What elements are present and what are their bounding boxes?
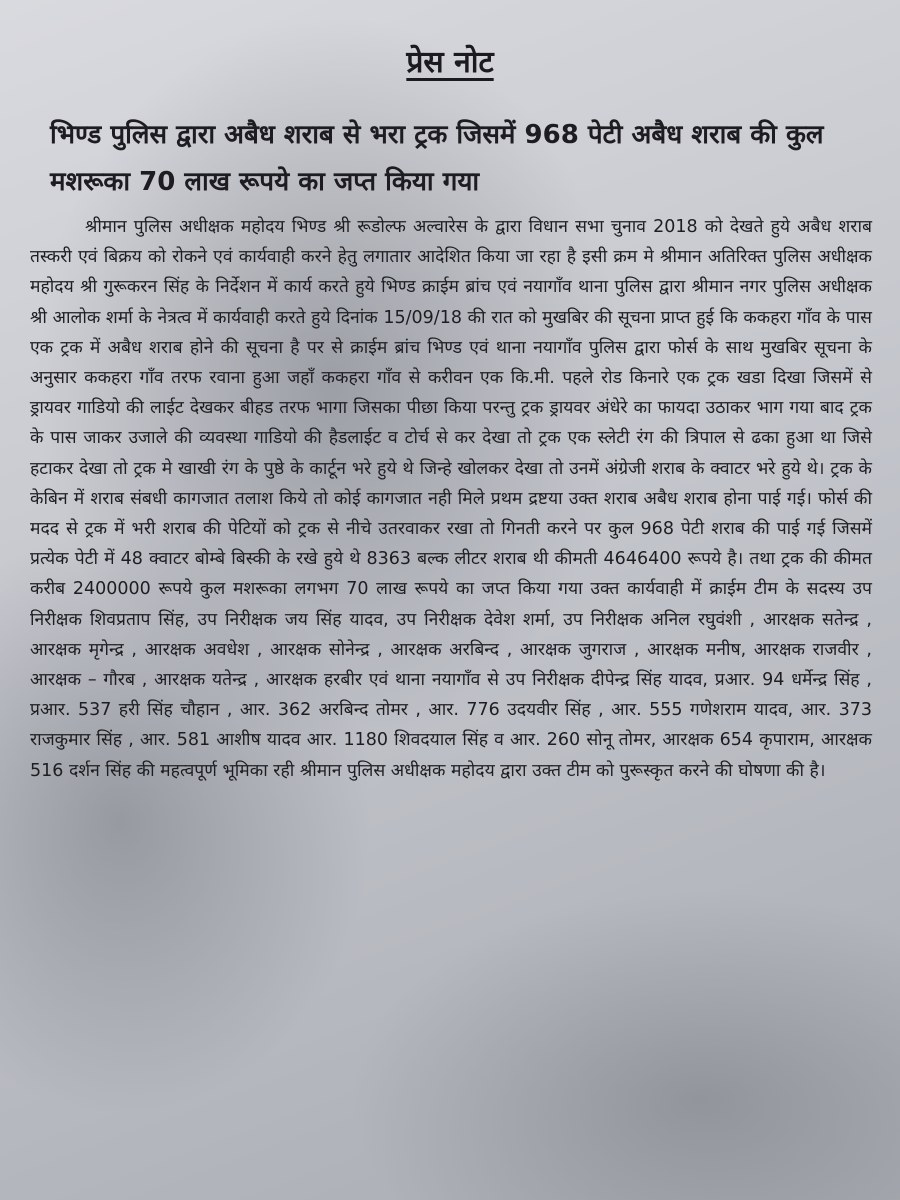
press-note-heading [0,40,900,81]
press-note-body: श्रीमान पुलिस अधीक्षक महोदय भिण्ड श्री रूडोल्फ अल्वारेस के द्वारा विधान सभा चुनाव 2018 को देखते हुये अबैध शराब तस्करी एवं बिक्रय को रोकने एवं कार्यवाही करने हेतु लगातार आदेशित किया जा रहा है इसी क्रम मे श्रीमान अतिरिक्त पुलिस अधीक्षक महोदय श्री गुरूकरन सिंह के निर्देशन में कार्य करते हुये भिण्ड क्राईम ब्रांच एवं नयागाँव थाना पुलिस द्वारा श्रीमान नगर पुलिस अधीक्षक श्री आलोक शर्मा के नेत्रत्व में कार्यवाही करते हुये दिनांक 15/09/18 की रात को मुखबिर की सूचना प्राप्त हुई कि ककहरा गाँव के पास एक ट्रक में अबैध शराब होने की सूचना है पर से क्राईम ब्रांच भिण्ड एवं थाना नयागाँव पुलिस द्वारा फोर्स के साथ मुखबिर सूचना के अनुसार ककहरा गाँव तरफ रवाना हुआ जहाँ ककहरा गाँव से करीवन एक कि.मी. पहले रोड किनारे एक ट्रक खडा दिखा जिसमें से ड्रायवर गाडियो की लाईट देखकर बीहड तरफ भागा जिसका पीछा किया परन्तु ट्रक ड्रायवर अंधेरे का फायदा उठाकर भाग गया बाद ट्रक के पास जाकर उजाले की व्यवस्था गाडियो की हैडलाईट व टोर्च से कर देखा तो ट्रक एक स्लेटी रंग की त्रिपाल से ढका हुआ था जिसे हटाकर देखा तो ट्रक मे खाखी रंग के पुष्ठे के कार्टून भरे हुये थे जिन्हे खोलकर देखा तो उनमें अंग्रेजी शराब के क्वाटर भरे हुये थे। ट्रक के केबिन में शराब संबधी कागजात तलाश किये तो कोई कागजात नही मिले प्रथम द्रष्टया उक्त शराब अबैध शराब होना पाई गई। फोर्स की मदद से ट्रक में भरी शराब की पेटियों को ट्रक से नीचे उतरवाकर रखा तो गिनती करने पर कुल 968 पेटी शराब की पाई गई जिसमें प्रत्येक पेटी में 48 क्वाटर बोम्बे बिस्की के रखे हुये थे 8363 बल्क लीटर शराब थी कीमती 4646400 रूपये है। तथा ट्रक की कीमत करीब 2400000 रूपये कुल मशरूका लगभग 70 लाख रूपये का जप्त किया गया उक्त कार्यवाही में क्राईम टीम के सदस्य उप निरीक्षक शिवप्रताप सिंह, उप निरीक्षक जय सिंह यादव, उप निरीक्षक देवेश शर्मा, उप निरीक्षक अनिल रघुवंशी , आरक्षक सतेन्द्र , आरक्षक मृगेन्द्र , आरक्षक अवधेश , आरक्षक सोनेन्द्र , आरक्षक अरबिन्द , आरक्षक जुगराज , आरक्षक मनीष, आरक्षक राजवीर , आरक्षक – गौरब , आरक्षक यतेन्द्र , आरक्षक हरबीर एवं थाना नयागाँव से उप निरीक्षक दीपेन्द्र सिंह यादव, प्रआर. 94 धर्मेन्द्र सिंह , प्रआर. 537 हरी सिंह चौहान , आर. 362 अरबिन्द तोमर , आर. 776 उदयवीर सिंह , आर. 555 गणेशराम यादव, आर. 373 राजकुमार सिंह , आर. 581 आशीष यादव आर. 1180 शिवदयाल सिंह व आर. 260 सोनू तोमर, आरक्षक 654 कृपाराम, आरक्षक 516 दर्शन सिंह की महत्वपूर्ण भूमिका रही श्रीमान पुलिस अधीक्षक महोदय द्वारा उक्त टीम को पुरूस्कृत करने की घोषणा की है। [30,217,872,781]
heading-text: प्रेस नोट [406,45,494,80]
press-note-title: भिण्ड पुलिस द्वारा अबैध शराब से भरा ट्रक जिसमें 968 पेटी अबैध शराब की कुल मशरूका 70 लाख रूपये का जप्त किया गया [50,120,824,197]
